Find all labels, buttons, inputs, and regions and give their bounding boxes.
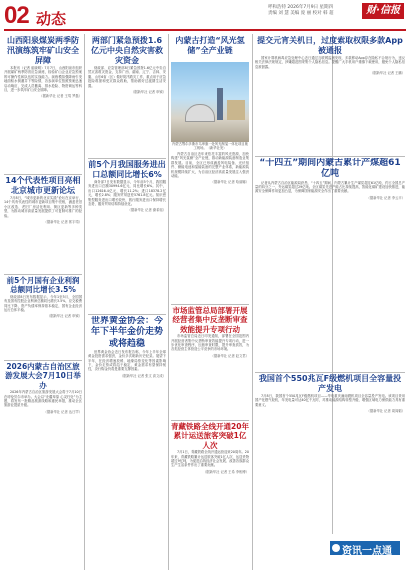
byline: （据新华社 记者 周闻韬） [366, 409, 405, 414]
column-divider [252, 34, 253, 570]
headline: 内蒙古打造“风光氢储”全产业链 [175, 36, 245, 55]
headline: 青藏铁路全线开通20年累计运送旅客突破1亿人次 [171, 422, 249, 450]
byline: （据新华社 记者 郭宇靖） [43, 220, 82, 225]
byline: （据新华社 记者 王靖 罗磊） [39, 94, 82, 99]
article-body: 国家计算机病毒应急处理中心近日通过互联网监测发现，多款移动App存在隐私不合规行为，违反相关法律法规规定，涉嫌超范围采集个人隐私信息。提醒广大手机用户谨慎下载使用，避免个人隐私信息被泄露。 [255, 56, 405, 69]
editors-line: 责编 刘 慧 美编 庞 丽 校对 韩 超 [268, 11, 334, 16]
headline: 前5个月国有企业利润总额同比增长3.5% [6, 276, 80, 295]
article-body: 本报讯（记者 崔晓明）7月7日，山西阳泉市组织开展煤矿两季防汛应急演练，检验矿山企业应急预案的可操作性和队伍的实战能力。演练模拟强降雨引发地面积水倒灌井下等险情，各参演单位按照预案迅速启动响应，完成人员撤离、排水抢险、物资调运等科目，进一步筑牢矿山安全屏障。 [4, 66, 82, 93]
article-gas-turbine [255, 374, 405, 536]
article-services-trade [88, 160, 166, 312]
byline: （据新华社 记者 哈丽娜） [210, 180, 249, 185]
info-icon [332, 544, 340, 552]
section-title: 动态 [36, 10, 67, 28]
headline: 世界黄金协会：今年下半年金价走势或将趋稳 [90, 316, 163, 349]
article-tourism-conference [4, 362, 82, 570]
byline: （据新华社 记者 赵文君） [210, 353, 249, 358]
photo-building [227, 100, 245, 120]
article-wind-solar-hydrogen-title [171, 36, 249, 62]
headline: 山西阳泉煤炭两季防汛演练筑牢矿山安全屏障 [7, 36, 79, 65]
article-divider [171, 304, 249, 305]
article-disaster-relief [88, 36, 166, 156]
masthead-brand: 财·信报 [362, 3, 404, 19]
article-antitrust-review [171, 306, 249, 418]
byline: （据新华社 记者 张文 高文成） [119, 373, 166, 378]
article-beijing-renewal [4, 176, 82, 272]
article-shanxi-drill [4, 36, 82, 172]
headline: “十四五”期间内蒙古累计产煤超61亿吨 [259, 158, 401, 180]
article-body: 7月8日，我国首个550兆瓦F级燃机项目——华电重庆潼南燃机项目全容量投产发电。该项目采用国产化燃气轮机，年发电量可达40亿千瓦时，对推动能源结构转型升级、增强区域电力保供能力具有重要意义。 [255, 394, 405, 407]
column-divider [168, 34, 169, 570]
photo-tower [217, 88, 223, 120]
article-wind-solar-hydrogen [171, 152, 249, 302]
article-divider [171, 420, 249, 421]
article-body: 2026年内蒙古自治区旅游发展大会将于7月10日在呼伦贝尔市举办。大会以“北疆草原 心灵归处”为主题，将发布一批精品旅游线路和惠民举措，推动全区旅游业提质升级。 [4, 390, 82, 408]
article-body: 市场监管总局近日印发通知，部署在全国范围内开展经营者集中反垄断审查效能提升专项行动，进一步优化审查程序，压缩审查时限，提升审查质效，为各类经营主体营造公平竞争的市场环境。 [171, 334, 249, 352]
article-soe-profit [4, 276, 82, 358]
article-divider [255, 372, 405, 373]
byline: （据新华社 记者 王鹏） [369, 71, 405, 76]
article-body: 世界黄金协会近日发布报告称，今年上半年全球黄金投资需求强劲，金价多次刷新历史纪录。展望下半年，在经济增速放缓、地缘局势变化等因素影响下，金价走势或将趋于稳定，黄金需求有望保持韧性，央行购金仍将是重要支撑因素。 [88, 349, 166, 372]
headline: 市场监管总局部署开展经营者集中反垄断审查效能提升专项行动 [172, 306, 248, 334]
article-divider [4, 174, 82, 175]
column-divider [84, 34, 85, 570]
article-body: 财政部、应急管理部8日紧急预拨1.6亿元中央自然灾害救灾资金，支持广西、湖南、辽宁、吉林、安徽、山东6省（区）做好防汛救灾工作，重点用于应急抢险救援和受灾群众救助，帮助做好过渡期生活安置。 [88, 66, 166, 88]
page-number: 02 [4, 2, 29, 29]
photo-dome [185, 104, 215, 122]
headline: 我国首个550兆瓦F级燃机项目全容量投产发电 [258, 374, 402, 393]
article-divider [255, 156, 405, 157]
photo-caption: 内蒙古鄂尔多斯市乌审旗一处风光制氢一体化项目施工现场。（新华社发） [172, 142, 248, 151]
article-app-privacy [255, 36, 405, 154]
byline: （据新华社 记者 谢希瑶） [127, 208, 166, 213]
byline: （据新华社 记者 达日罕） [43, 409, 82, 414]
article-body: 财政部8日发布数据显示，今年1至5月，全国国有及国有控股企业利润总额同比增长3.5%，应交税费同比下降，资产负债率保持基本稳定，国有企业经济运行总体平稳。 [4, 294, 82, 312]
badge-label: 资讯一点通 [342, 546, 392, 557]
byline: （据新华社 记者 申铖） [130, 90, 166, 95]
byline: （据新华社 记者 王希 李相博） [202, 469, 249, 474]
headline: 提交元宵关机日，过度索取权限多款App被通报 [257, 36, 403, 55]
article-body: 内蒙古自治区近年来依托丰富的风光资源，加快构建“风光氢储”全产业链，推动新能源装备制造业集群发展。目前，全区已形成涵盖风电装备、光伏组件、储能电池和氢能装备的完整产业体系，新能源装机规模持续扩大，为自治区经济高质量发展注入强劲动能。 [171, 152, 249, 179]
header-rule [4, 29, 406, 31]
article-divider [88, 314, 166, 315]
article-body: 商务部7日发布数据显示，今年前5个月，我国服务进出口总额30994.6亿元，同比增长6%。其中，出口12616.4亿元，增长11.2%；进口18378.2亿元，增长2.8%；服务贸易逆差5761.8亿元。知识密集型服务进出口增长较快，旅行服务进出口保持增长态势，服务贸易结构持续优化。 [88, 180, 166, 207]
article-divider [88, 158, 166, 159]
headline: 两部门紧急预拨1.6亿元中央自然灾害救灾资金 [91, 36, 163, 65]
article-body: 7月8日，“城市更新的北京实践”论坛在京举行，14个具有代表性的城市更新项目集中亮相，涵盖老旧小区改造、老旧厂房活化利用、街区更新等多种类型，为推动城市高质量发展提供了可复制可推广的经验。 [4, 196, 82, 218]
headline: 14个代表性项目亮相北京城市更新论坛 [5, 176, 81, 195]
headline: 前5个月我国服务进出口总额同比增长6% [88, 160, 166, 179]
article-qinghai-tibet-railway [171, 422, 249, 570]
headline: 2026内蒙古自治区旅游发展大会7月10日举办 [5, 362, 81, 390]
article-body: 记者从内蒙古自治区能源局获悉，“十四五”期间，内蒙古累计生产煤炭超过61亿吨，约占全国总产量的四分之一，外运煤炭超过29亿吨。全区煤炭先进产能占比持续提高，智能化煤矿建设加快推进，能源安全保障作用更加凸显，为保障国家能源安全作出了重要贡献。 [255, 180, 405, 194]
byline: （据新华社 记者 申铖） [46, 314, 82, 319]
article-divider [4, 360, 82, 361]
news-photo [171, 62, 249, 142]
page-header [0, 0, 410, 34]
byline: （据新华社 记者 李云平） [366, 195, 405, 200]
news-brief-badge [330, 541, 400, 555]
article-coal-output [255, 158, 405, 370]
article-body: 7月1日，青藏铁路全线开通运营迎来20周年。20年来，青藏铁路累计运送旅客突破1亿人次，运送货物超过9亿吨，为促进沿线经济社会发展、改善各族群众生产生活条件作出了重要贡献。 [171, 450, 249, 468]
date-line: 呼和浩特 2026年7月9日 星期四 [268, 5, 334, 10]
article-gold-outlook [88, 316, 166, 570]
article-divider [4, 274, 82, 275]
